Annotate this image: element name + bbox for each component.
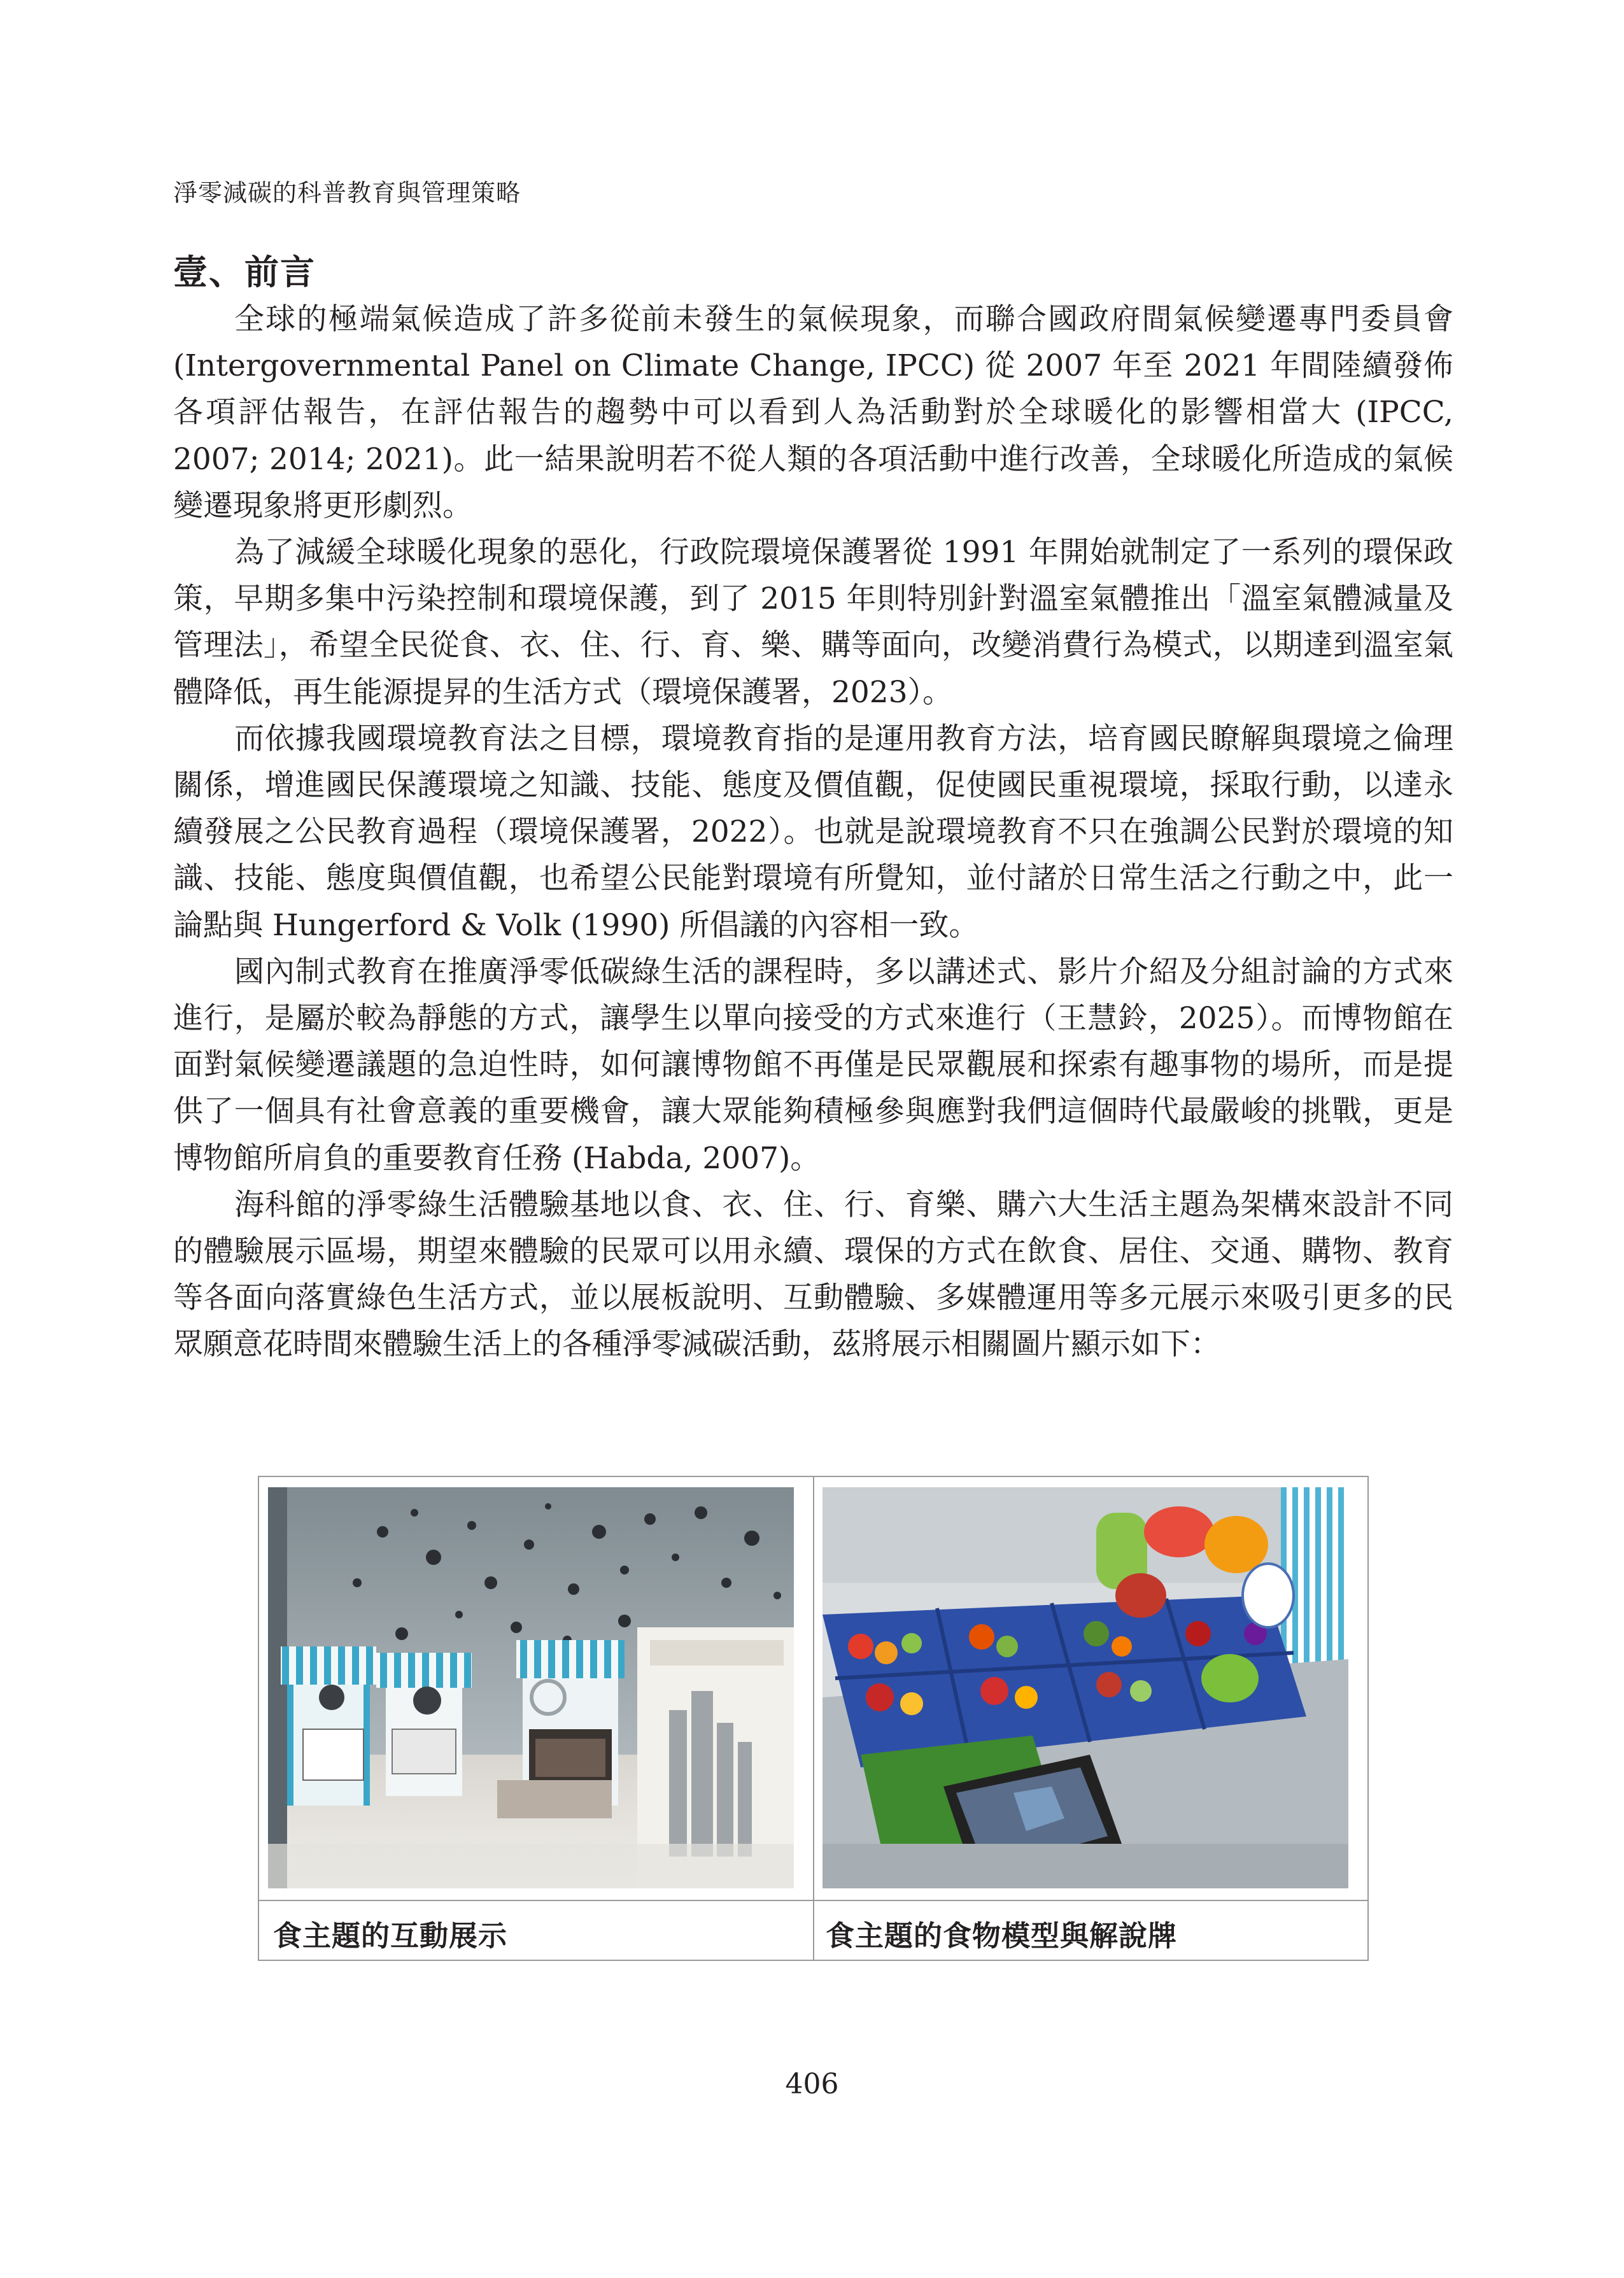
paragraph: 全球的極端氣候造成了許多從前未發生的氣候現象，而聯合國政府間氣候變遷專門委員會 (Intergovernmental Panel on Climate Change, IPCC) 從 2007 年至 2021 年間陸續發佈各項評估報告，在評估報告的趨勢中可以看到人為活動對於全球暖化的影響相當大 (IPCC, 2007; 2014; 2021)。此一結果說明若不從人類的各項活動中進行改善，全球暖化所造成的氣候變遷現象將更形劇烈。 xyxy=(173,302,1453,523)
running-header: 淨零減碳的科普教育與管理策略 xyxy=(173,179,521,207)
figure-caption-left: 食主題的互動展示 xyxy=(273,1919,508,1953)
food-model-image xyxy=(823,1487,1348,1888)
photo-food-models-and-signboards xyxy=(823,1487,1348,1888)
photo-food-theme-interactive-exhibit xyxy=(268,1487,794,1888)
figure-table xyxy=(258,1476,1369,1961)
paragraph: 而依據我國環境教育法之目標，環境教育指的是運用教育方法，培育國民瞭解與環境之倫理關係，增進國民保護環境之知識、技能、態度及價值觀，促使國民重視環境，採取行動，以達永續發展之公民教育過程（環境保護署，2022）。也就是說環境教育不只在強調公民對於環境的知識、技能、態度與價值觀，也希望公民能對環境有所覺知，並付諸於日常生活之行動之中，此一論點與 Hungerford & Volk (1990) 所倡議的內容相一致。 xyxy=(173,721,1453,943)
body-text xyxy=(173,296,1453,1368)
page-number: 406 xyxy=(785,2068,839,2100)
paragraph: 國內制式教育在推廣淨零低碳綠生活的課程時，多以講述式、影片介紹及分組討論的方式來進行，是屬於較為靜態的方式，讓學生以單向接受的方式來進行（王慧鈴，2025）。而博物館在面對氣候變遷議題的急迫性時，如何讓博物館不再僅是民眾觀展和探索有趣事物的場所，而是提供了一個具有社會意義的重要機會，讓大眾能夠積極參與應對我們這個時代最嚴峻的挑戰，更是博物館所肩負的重要教育任務 (Habda, 2007)。 xyxy=(173,954,1453,1176)
exhibit-hall-image xyxy=(268,1487,794,1888)
paragraph: 海科館的淨零綠生活體驗基地以食、衣、住、行、育樂、購六大生活主題為架構來設計不同的體驗展示區場，期望來體驗的民眾可以用永續、環保的方式在飲食、居住、交通、購物、教育等各面向落實綠色生活方式，並以展板說明、互動體驗、多媒體運用等多元展示來吸引更多的民眾願意花時間來體驗生活上的各種淨零減碳活動，茲將展示相關圖片顯示如下： xyxy=(173,1187,1453,1362)
figure-caption-right: 食主題的食物模型與解說牌 xyxy=(826,1919,1178,1953)
table-row-divider xyxy=(259,1900,1367,1901)
paragraph: 為了減緩全球暖化現象的惡化，行政院環境保護署從 1991 年開始就制定了一系列的環保政策，早期多集中污染控制和環境保護，到了 2015 年則特別針對溫室氣體推出「溫室氣體減量及管理法」，希望全民從食、衣、住、行、育、樂、購等面向，改變消費行為模式，以期達到溫室氣體降低，再生能源提昇的生活方式（環境保護署，2023）。 xyxy=(173,535,1453,710)
table-column-divider xyxy=(813,1477,814,1960)
section-title: 壹、前言 xyxy=(173,251,316,292)
